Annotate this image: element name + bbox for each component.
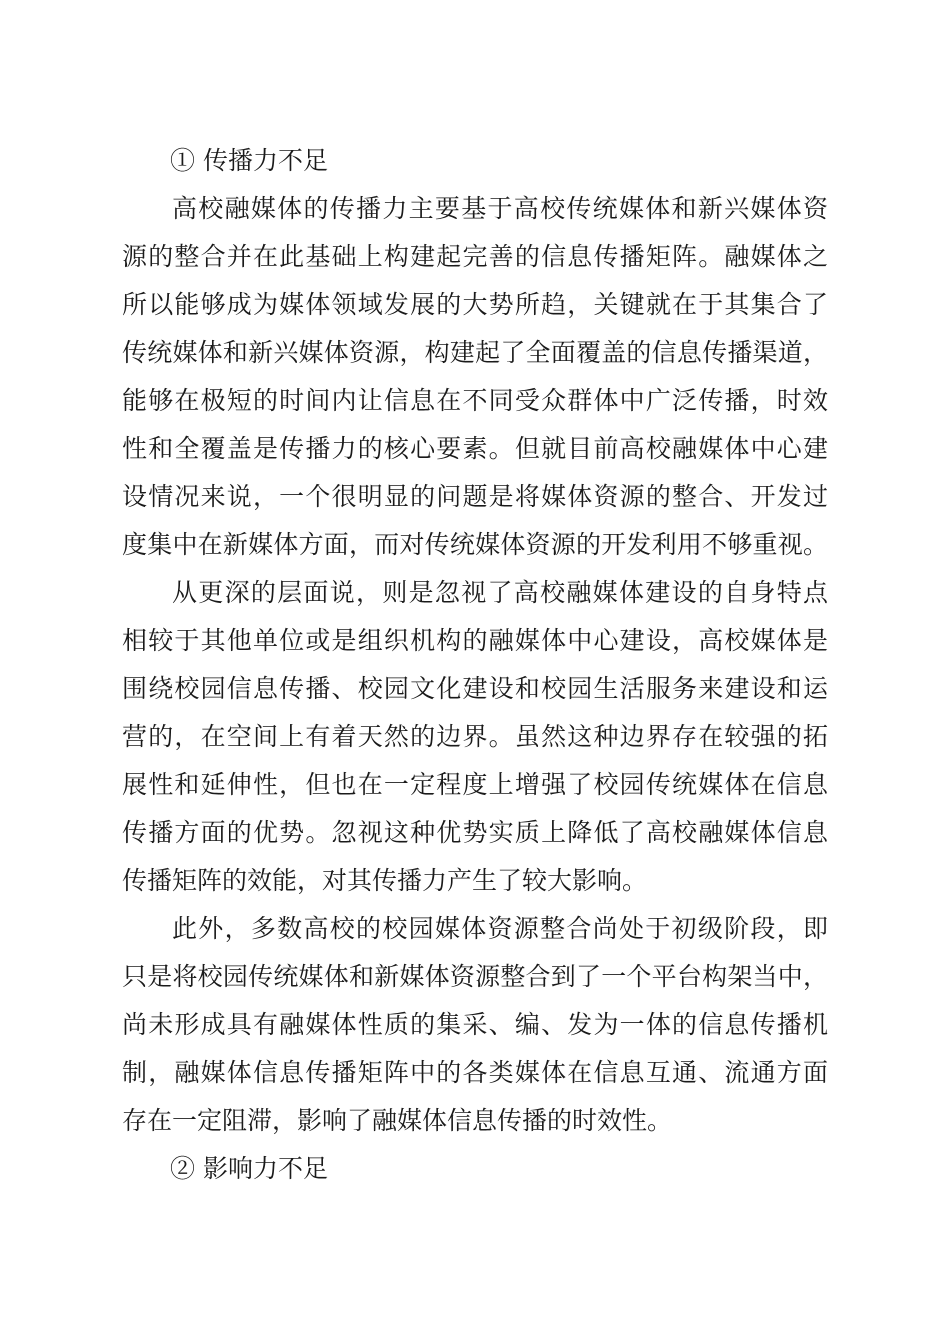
paragraph-3-line-3: 尚未形成具有融媒体性质的集采、编、发为一体的信息传播机 xyxy=(122,1010,828,1039)
paragraph-1-line-5: 能够在极短的时间内让信息在不同受众群体中广泛传播，时效 xyxy=(122,386,828,415)
section-heading-1: ① 传播力不足 xyxy=(170,146,328,175)
paragraph-1-line-2: 源的整合并在此基础上构建起完善的信息传播矩阵。融媒体之 xyxy=(122,242,828,271)
paragraph-1-line-6: 性和全覆盖是传播力的核心要素。但就目前高校融媒体中心建 xyxy=(122,434,828,463)
paragraph-1-line-1: 高校融媒体的传播力主要基于高校传统媒体和新兴媒体资 xyxy=(172,194,828,223)
paragraph-1-line-4: 传统媒体和新兴媒体资源，构建起了全面覆盖的信息传播渠道， xyxy=(122,338,828,367)
section-heading-2: ② 影响力不足 xyxy=(170,1154,328,1183)
paragraph-2-line-3: 围绕校园信息传播、校园文化建设和校园生活服务来建设和运 xyxy=(122,674,828,703)
paragraph-2-line-1: 从更深的层面说，则是忽视了高校融媒体建设的自身特点 xyxy=(172,578,828,607)
paragraph-2-line-4: 营的，在空间上有着天然的边界。虽然这种边界存在较强的拓 xyxy=(122,722,828,751)
paragraph-2-line-7: 传播矩阵的效能，对其传播力产生了较大影响。 xyxy=(122,866,648,895)
paragraph-3-line-2: 只是将校园传统媒体和新媒体资源整合到了一个平台构架当中， xyxy=(122,962,828,991)
paragraph-2-line-2: 相较于其他单位或是组织机构的融媒体中心建设，高校媒体是 xyxy=(122,626,828,655)
paragraph-1-line-3: 所以能够成为媒体领域发展的大势所趋，关键就在于其集合了 xyxy=(122,290,828,319)
paragraph-2-line-6: 传播方面的优势。忽视这种优势实质上降低了高校融媒体信息 xyxy=(122,818,828,847)
paragraph-1-line-7: 设情况来说，一个很明显的问题是将媒体资源的整合、开发过 xyxy=(122,482,828,511)
paragraph-1-line-8: 度集中在新媒体方面，而对传统媒体资源的开发利用不够重视。 xyxy=(122,530,828,559)
paragraph-3-line-5: 存在一定阻滞，影响了融媒体信息传播的时效性。 xyxy=(122,1106,673,1135)
paragraph-3-line-1: 此外，多数高校的校园媒体资源整合尚处于初级阶段，即 xyxy=(172,914,828,943)
paragraph-2-line-5: 展性和延伸性，但也在一定程度上增强了校园传统媒体在信息 xyxy=(122,770,828,799)
paragraph-3-line-4: 制，融媒体信息传播矩阵中的各类媒体在信息互通、流通方面 xyxy=(122,1058,828,1087)
